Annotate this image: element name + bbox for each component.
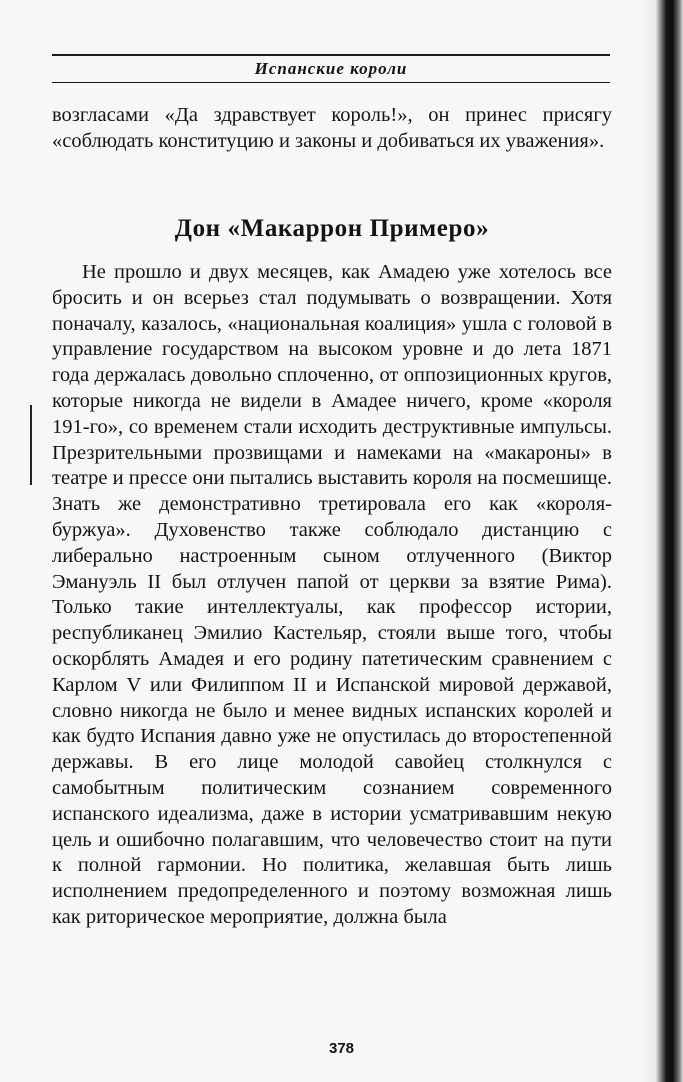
header-bottom-rule [52,82,610,83]
main-paragraph-text: Не прошло и двух месяцев, как Амадею уже хотелось все бросить и он всерьез стал подумывать о возвращении. Хотя поначалу, казалось, «национальная коалиция» ушла с головой в управление государством на высоком уровне и до лета 1871 года держалась довольно сплоченно, от оппозиционных кругов, которые никогда не видели в Амадее ничего, кроме «короля 191-го», со временем стали исходить деструктивные импульсы. Презрительными прозвищами и намеками на «макароны» в театре и прессе они пытались выставить короля на посмешище. Знать же демонстративно третировала его как «короля-буржуа». Духовенство также соблюдало дистанцию с либерально настроенным сыном отлученного (Виктор Эмануэль II был отлучен папой от церкви за взятие Рима). Только такие интеллектуалы, как профессор истории, республиканец Эмилио Кастельяр, стояли выше того, чтобы оскорблять Амадея и его родину патетическим сравнением с Карлом V или Филиппом II и Испанской мировой державой, словно никогда не было и менее видных испанских королей и как будто Испания давно уже не опустилась до второстепенной державы. В его лице молодой савойец столкнулся с самобытным политическим сознанием современного испанского идеализма, даже в истории усматривавшим некую цель и ошибочно полагавшим, что человечество стоит на пути к полной гармонии. Но политика, желавшая быть лишь исполнением предопределенного и поэтому возможная лишь как риторическое мероприятие, должна была [52,261,612,928]
page-number: 378 [328,1040,355,1057]
running-header: Испанские короли [254,59,408,78]
scan-spine-shadow [641,0,683,1082]
margin-pencil-mark [30,405,32,485]
header-top-rule [52,54,610,56]
continued-paragraph-text: возгласами «Да здравствует король!», он принес присягу «соблюдать конституцию и законы и добиваться их уважения». [52,104,612,152]
main-paragraph [52,260,612,931]
continued-paragraph [52,103,612,155]
section-title: Дон «Макаррон Примеро» [174,215,490,242]
